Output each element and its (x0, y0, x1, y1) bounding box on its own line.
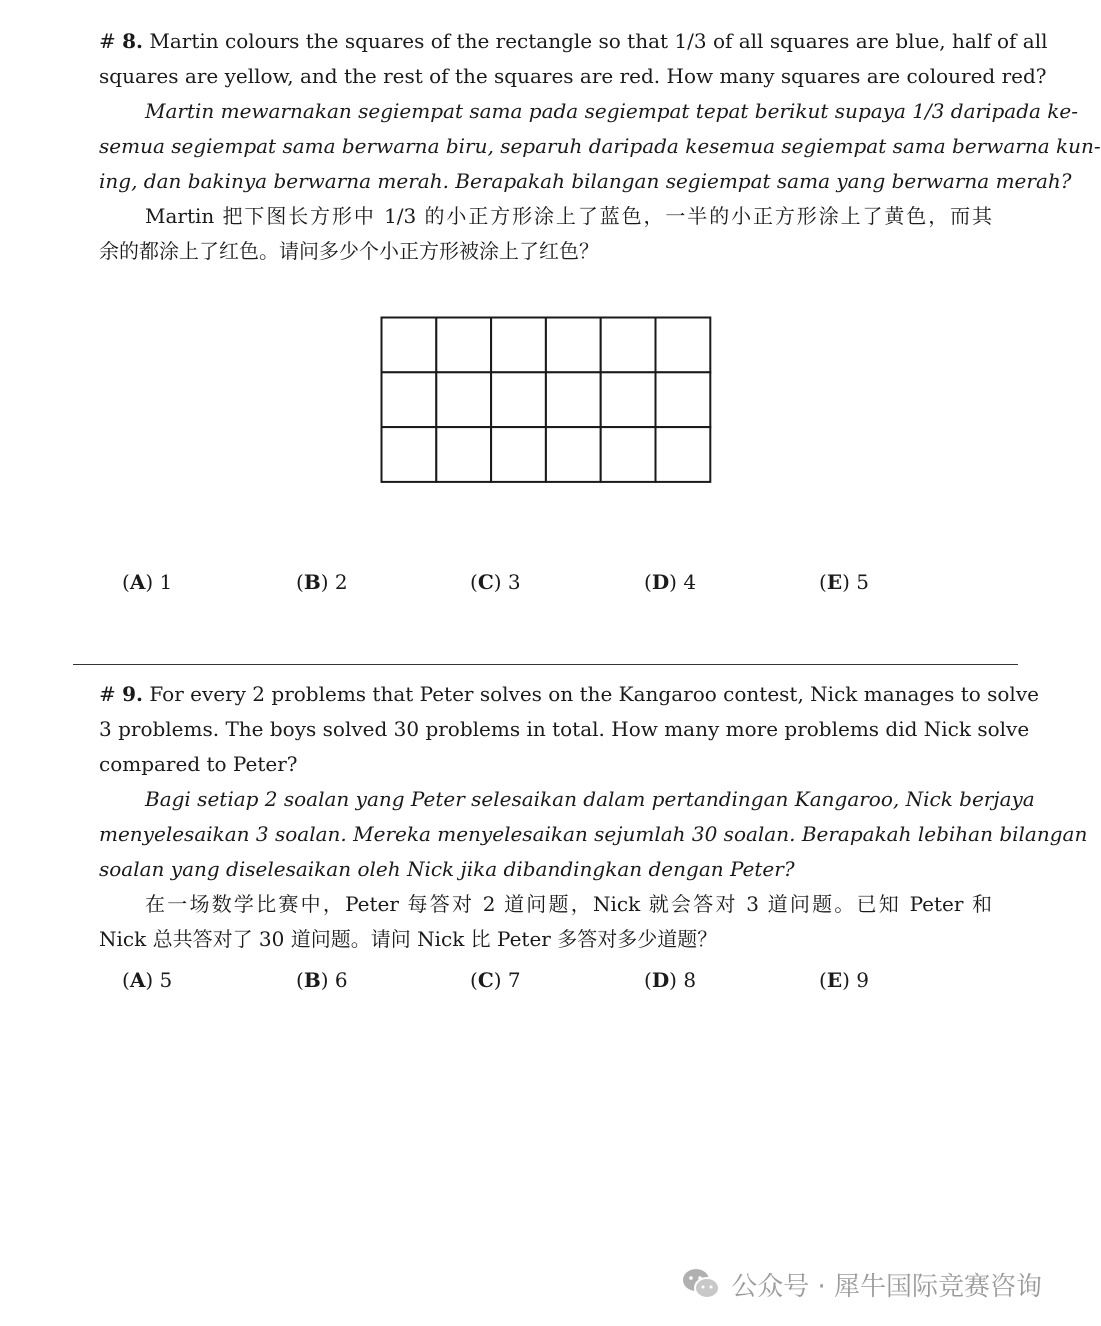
grid-square (546, 427, 601, 482)
question-8 (99, 24, 1101, 269)
q9-choice-d[interactable]: (D) 8 (644, 968, 697, 992)
q9-english-line-3: compared to Peter? (99, 752, 298, 776)
q8-english-line-2: squares are yellow, and the rest of the squares are red. How many squares are coloured red? (99, 64, 1047, 88)
question-9 (99, 677, 1088, 957)
q8-chinese-line-2: 余的都涂上了红色。请问多少个小正方形被涂上了红色？ (99, 239, 599, 263)
q9-choice-b[interactable]: (B) 6 (296, 968, 348, 992)
grid-square (601, 427, 656, 482)
grid-square (656, 427, 711, 482)
grid-square (601, 372, 656, 427)
section-divider (73, 664, 1018, 665)
q8-malay-line-3: ing, dan bakinya berwarna merah. Berapakah bilangan segiempat sama yang berwarna merah? (99, 169, 1072, 193)
grid-square (491, 318, 546, 373)
q8-choices (122, 570, 1002, 600)
q9-choice-a[interactable]: (A) 5 (122, 968, 173, 992)
q8-choice-a[interactable]: (A) 1 (122, 570, 173, 594)
q8-hash: # (99, 29, 116, 53)
q9-malay-line-2: menyelesaikan 3 soalan. Mereka menyelesaikan sejumlah 30 soalan. Berapakah lebihan bilangan (99, 822, 1088, 846)
grid-square (436, 372, 491, 427)
q8-malay-line-1: Martin mewarnakan segiempat sama pada segiempat tepat berikut supaya 1/3 daripada ke- (145, 99, 1078, 123)
grid-square (436, 318, 491, 373)
grid-square (436, 427, 491, 482)
q9-english-line-2: 3 problems. The boys solved 30 problems in total. How many more problems did Nick solve (99, 717, 1030, 741)
q9-english-line-1: # 9. For every 2 problems that Peter solves on the Kangaroo contest, Nick manages to solve (99, 682, 1039, 706)
grid-square (546, 372, 601, 427)
q9-number: 9. (122, 682, 144, 706)
grid-square (656, 372, 711, 427)
q9-chinese-line-2: Nick 总共答对了 30 道问题。请问 Nick 比 Peter 多答对多少道题？ (99, 927, 718, 951)
grid-square (382, 427, 437, 482)
q9-choices (122, 968, 1002, 998)
q8-choice-c[interactable]: (C) 3 (470, 570, 521, 594)
wechat-icon (681, 1267, 721, 1301)
q8-chinese-line-1: Martin 把下图长方形中 1/3 的小正方形涂上了蓝色，一半的小正方形涂上了黄色，而其 (145, 204, 992, 228)
q8-malay-line-2: semua segiempat sama berwarna biru, separuh daripada kesemua segiempat sama berwarna kun- (99, 134, 1101, 158)
grid-square (546, 318, 601, 373)
grid-square (601, 318, 656, 373)
grid-square (656, 318, 711, 373)
q8-number: 8. (122, 29, 144, 53)
watermark-text: 公众号 · 犀牛国际竞赛咨询 (731, 1271, 1042, 1302)
q9-hash: # (99, 682, 116, 706)
watermark (681, 1264, 1042, 1304)
q9-choice-c[interactable]: (C) 7 (470, 968, 521, 992)
q8-choice-e[interactable]: (E) 5 (819, 570, 869, 594)
q8-english-line-1: # 8. Martin colours the squares of the rectangle so that 1/3 of all squares are blue, half of all (99, 29, 1048, 53)
grid-square (382, 318, 437, 373)
rectangle-grid (380, 316, 712, 483)
q9-malay-line-1: Bagi setiap 2 soalan yang Peter selesaikan dalam pertandingan Kangaroo, Nick berjaya (145, 787, 1035, 811)
grid-square (382, 372, 437, 427)
q9-chinese-line-1: 在一场数学比赛中，Peter 每答对 2 道问题，Nick 就会答对 3 道问题。已知 Peter 和 (145, 892, 992, 916)
q8-choice-b[interactable]: (B) 2 (296, 570, 348, 594)
grid-square (491, 372, 546, 427)
q8-choice-d[interactable]: (D) 4 (644, 570, 697, 594)
q9-malay-line-3: soalan yang diselesaikan oleh Nick jika dibandingkan dengan Peter? (99, 857, 795, 881)
grid-square (491, 427, 546, 482)
q9-choice-e[interactable]: (E) 9 (819, 968, 869, 992)
